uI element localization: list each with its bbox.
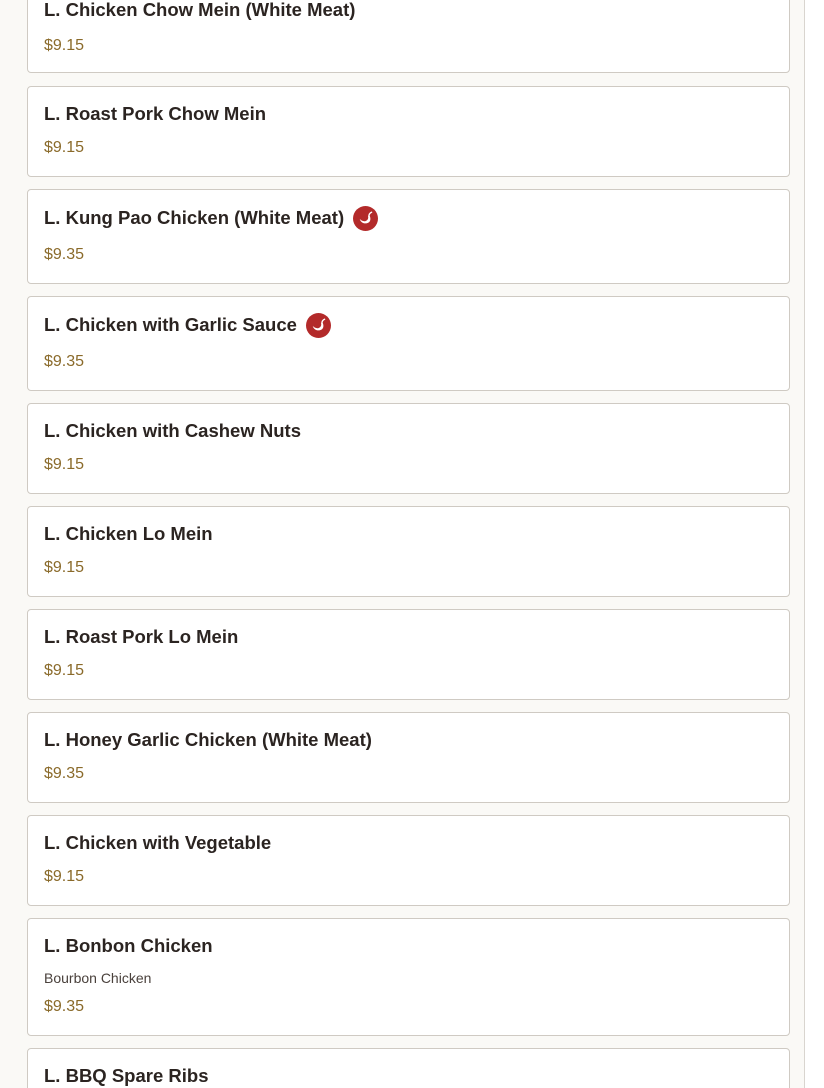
menu-item-price: $9.15 — [44, 37, 85, 54]
menu-item-price: $9.15 — [44, 868, 85, 885]
menu-item-name: L. Chicken with Garlic Sauce — [44, 313, 297, 335]
menu-item-card[interactable] — [27, 609, 790, 700]
menu-item-name: L. Chicken Lo Mein — [44, 523, 213, 544]
menu-item-price: $9.35 — [44, 765, 85, 782]
spicy-chili-icon — [353, 206, 378, 231]
menu-item-price: $9.15 — [44, 456, 85, 473]
menu-item-name: L. Chicken with Vegetable — [44, 832, 272, 853]
menu-item-name: L. Honey Garlic Chicken (White Meat) — [44, 729, 372, 750]
menu-item-title-row — [44, 312, 331, 337]
menu-item-name: L. Chicken Chow Mein (White Meat) — [44, 0, 356, 20]
menu-item-price: $9.15 — [44, 139, 85, 156]
menu-item-card[interactable] — [27, 1048, 790, 1088]
menu-item-card[interactable] — [27, 815, 790, 906]
menu-item-card[interactable] — [27, 506, 790, 597]
menu-item-name: L. Roast Pork Chow Mein — [44, 103, 267, 124]
menu-item-name: L. BBQ Spare Ribs — [44, 1065, 209, 1086]
menu-item-name: L. Bonbon Chicken — [44, 935, 213, 956]
menu-item-price: $9.35 — [44, 998, 85, 1015]
menu-item-price: $9.35 — [44, 353, 85, 370]
menu-item-title-row — [44, 205, 378, 230]
menu-item-price: $9.15 — [44, 559, 85, 576]
menu-item-name: L. Chicken with Cashew Nuts — [44, 420, 301, 441]
menu-item-card[interactable] — [27, 918, 790, 1036]
menu-item-card[interactable] — [27, 86, 790, 177]
menu-item-name: L. Roast Pork Lo Mein — [44, 626, 239, 647]
menu-item-price: $9.35 — [44, 246, 85, 263]
menu-item-card[interactable] — [27, 0, 790, 73]
menu-item-card[interactable] — [27, 189, 790, 284]
menu-item-description: Bourbon Chicken — [44, 970, 152, 986]
menu-item-card[interactable] — [27, 296, 790, 391]
menu-item-card[interactable] — [27, 712, 790, 803]
page-gutter — [805, 0, 824, 1088]
menu-item-card[interactable] — [27, 403, 790, 494]
menu-item-price: $9.15 — [44, 662, 85, 679]
menu-item-name: L. Kung Pao Chicken (White Meat) — [44, 206, 345, 228]
spicy-chili-icon — [306, 313, 331, 338]
